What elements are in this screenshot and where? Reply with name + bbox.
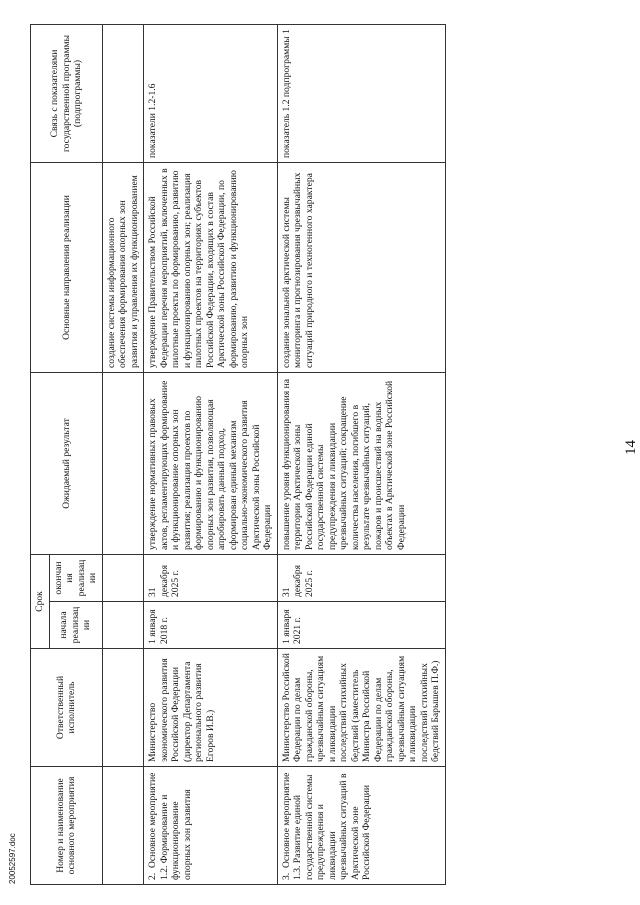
cell-empty [102, 373, 144, 555]
cell-empty [102, 649, 144, 767]
table-row [144, 25, 278, 885]
cell-name [144, 767, 278, 885]
cell-directions: создание системы информационного обеспечения формирования опорных зон развития и управления их функционированием [102, 163, 144, 373]
cell-end: 31 декабря 2025 г. [144, 555, 278, 602]
table-row [277, 25, 445, 885]
cell-empty [102, 555, 144, 602]
cell-directions: создание зональной арктической системы мониторинга и прогнозирования чрезвычайных ситуаций природного и техногенного характера [277, 163, 445, 373]
cell-name [277, 767, 445, 885]
cell-empty [102, 602, 144, 649]
header-link: Связь с показателями государственной программы (подпрограммы) [31, 25, 103, 163]
cell-start: 1 января 2018 г. [144, 602, 278, 649]
header-executor: Ответственный исполнитель [31, 649, 103, 767]
rotated-table-sheet [30, 25, 639, 885]
cell-directions: утверждение Правительством Российской Федерации перечня мероприятий, включенных в пилотные проекты по формированию, развитию и функционированию опорных зон; реализация пилотных проектов на территориях субъектов Российской Федерации, входящих в состав Арктической зоны Российской Федерации, по формированию, развитию и функционированию опорных зон [144, 163, 278, 373]
cell-link: показатели 1.2-1.6 [144, 25, 278, 163]
row-number: 3. [280, 872, 292, 880]
table-row-continuation [102, 25, 144, 885]
cell-result: повышение уровня функционирования на территории Арктической зоны Российской Федерации единой государственной системы предупреждения и ликвидации чрезвычайных ситуаций; сокращение количества населения, погибшего в результате чрезвычайных ситуаций, пожаров и происшествий на водных объектах в Арктической зоне Российской Федерации [277, 373, 445, 555]
header-name: Номер и наименование основного мероприятия [31, 767, 103, 885]
row-name: Основное мероприятие 1.2. Формирование и функционирование опорных зон развития [147, 772, 193, 880]
measures-table [30, 24, 446, 885]
document-id: 20052597.doc [8, 833, 17, 884]
header-result: Ожидаемый результат [31, 373, 103, 555]
cell-executor: Министерство экономического развития Российской Федерации (директор Департамента регионального развития Егоров И.В.) [144, 649, 278, 767]
header-term: Срок [31, 555, 50, 649]
cell-empty [102, 25, 144, 163]
page-number: 14 [623, 440, 639, 455]
row-number: 2. [147, 872, 158, 880]
cell-empty [102, 767, 144, 885]
header-term-start: начала реализации [49, 602, 102, 649]
cell-start: 1 января 2021 г. [277, 602, 445, 649]
row-name: Основное мероприятие 1.3. Развитие единой государственной системы предупреждения и ликвидации чрезвычайных ситуаций в Арктической зоне Российской Федерации [280, 772, 372, 880]
cell-result: утверждение нормативных правовых актов, регламентирующих формирование и функционирование опорных зон развития; реализация проектов по формированию и функционированию опорных зон развития, позволяющая апробировать данный подход, сформирован единый механизм социально-экономического развития Арктической зоны Российской Федерации [144, 373, 278, 555]
cell-link: показатель 1.2 подпрограммы 1 [277, 25, 445, 163]
header-directions: Основные направления реализации [31, 163, 103, 373]
header-row-1 [31, 25, 50, 885]
cell-end: 31 декабря 2025 г. [277, 555, 445, 602]
header-term-end: окончания реализации [49, 555, 102, 602]
cell-executor: Министерство Российской Федерации по делам гражданской обороны, чрезвычайным ситуациям и ликвидации последствий стихийных бедствий (заместитель Министра Российской Федерации по делам гражданской обороны, чрезвычайным ситуациям и ликвидации последствий стихийных бедствий Барышев П.Ф.) [277, 649, 445, 767]
